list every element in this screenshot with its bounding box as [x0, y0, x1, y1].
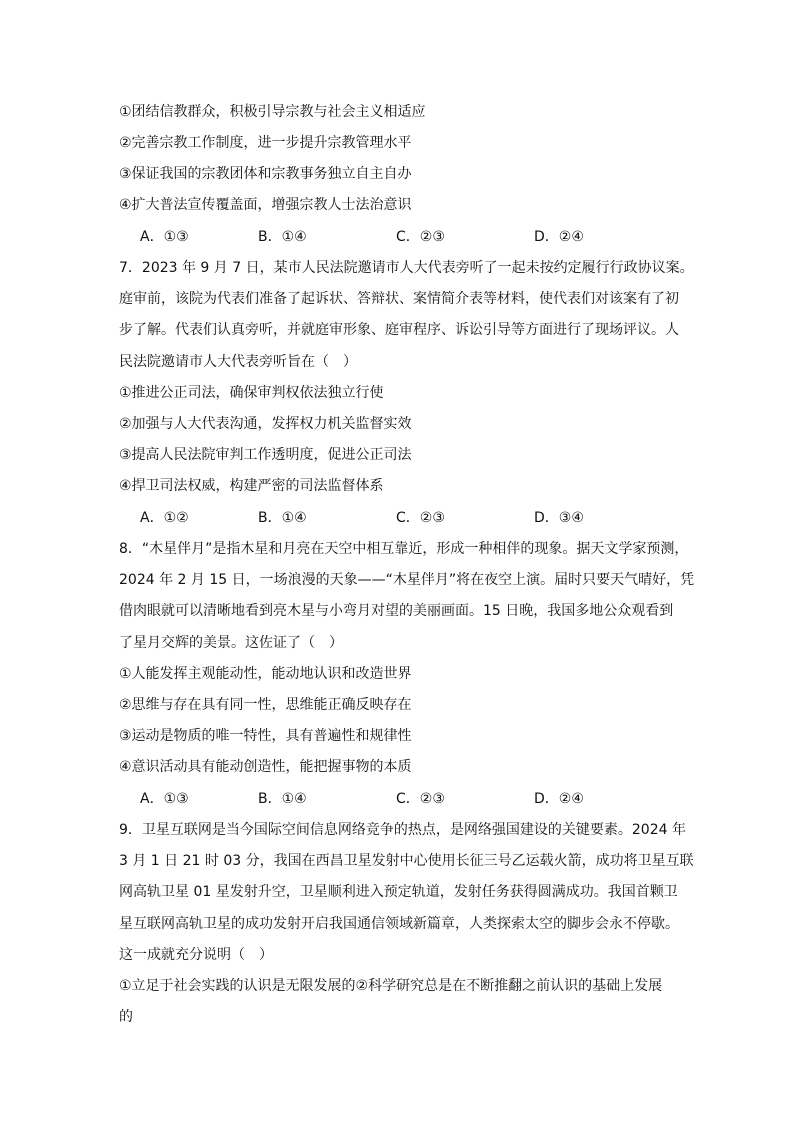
q7-stem-line-4: 民法院邀请市人大代表旁听旨在（ ） [119, 354, 357, 370]
q7-stem-line-2: 庭审前，该院为代表们准备了起诉状、答辩状、案情简介表等材料，使代表们对该案有了初 [119, 291, 679, 307]
q7-option-d: D．③④ [534, 510, 584, 526]
q9-stem-line-2: 3 月 1 日 21 时 03 分，我国在西昌卫星发射中心使用长征三号乙运载火箭，成功将卫星互联 [119, 853, 694, 869]
q9-statement-line-2: 的 [119, 1009, 133, 1025]
q9-stem-line-3: 网高轨卫星 01 星发射升空，卫星顺利进入预定轨道，发射任务获得圆满成功。我国首颗卫 [119, 884, 678, 900]
q9-statement-line-1: ①立足于社会实践的认识是无限发展的②科学研究总是在不断推翻之前认识的基础上发展 [119, 978, 663, 994]
q8-stem-line-3: 借肉眼就可以清晰地看到亮木星与小弯月对望的美丽画面。15 日晚，我国多地公众观看到 [119, 603, 674, 619]
q7-statement-4: ④捍卫司法权威，构建严密的司法监督体系 [119, 478, 384, 494]
q8-option-c: C．②③ [396, 791, 445, 807]
q9-stem-line-1: 9．卫星互联网是当今国际空间信息网络竞争的热点，是网络强国建设的关键要素。2024 年 [119, 822, 686, 838]
q7-statement-2: ②加强与人大代表沟通，发挥权力机关监督实效 [119, 416, 412, 432]
q6-option-a: A．①③ [140, 229, 189, 245]
q8-option-d: D．②④ [534, 791, 584, 807]
q7-stem-line-3: 步了解。代表们认真旁听，并就庭审形象、庭审程序、诉讼引导等方面进行了现场评议。人 [119, 322, 679, 338]
q8-stem-line-2: 2024 年 2 月 15 日，一场浪漫的天象——“木星伴月”将在夜空上演。届时只要天气晴好，凭 [119, 572, 695, 588]
q6-statement-2: ②完善宗教工作制度，进一步提升宗教管理水平 [119, 135, 412, 151]
q8-option-b: B．①④ [258, 791, 307, 807]
q8-statement-4: ④意识活动具有能动创造性，能把握事物的本质 [119, 759, 412, 775]
q8-statement-1: ①人能发挥主观能动性，能动地认识和改造世界 [119, 666, 412, 682]
q6-option-c: C．②③ [396, 229, 445, 245]
q7-statement-1: ①推进公正司法，确保审判权依法独立行使 [119, 385, 384, 401]
q7-statement-3: ③提高人民法院审判工作透明度，促进公正司法 [119, 447, 412, 463]
q7-option-a: A．①② [140, 510, 189, 526]
q7-option-c: C．②③ [396, 510, 445, 526]
q8-statement-3: ③运动是物质的唯一特性，具有普遍性和规律性 [119, 728, 412, 744]
q8-statement-2: ②思维与存在具有同一性，思维能正确反映存在 [119, 697, 412, 713]
q7-option-b: B．①④ [258, 510, 307, 526]
q7-options [140, 508, 620, 528]
q8-stem-line-4: 了星月交辉的美景。这佐证了（ ） [119, 635, 343, 651]
q8-stem-line-1: 8．“木星伴月”是指木星和月亮在天空中相互靠近，形成一种相伴的现象。据天文学家预测， [119, 541, 689, 557]
q6-option-d: D．②④ [534, 229, 584, 245]
q6-statement-1: ①团结信教群众，积极引导宗教与社会主义相适应 [119, 104, 426, 120]
q7-stem-line-1: 7．2023 年 9 月 7 日，某市人民法院邀请市人大代表旁听了一起未按约定履行行政协议案。 [119, 260, 694, 276]
q8-option-a: A．①③ [140, 791, 189, 807]
q9-stem-line-4: 星互联网高轨卫星的成功发射开启我国通信领域新篇章，人类探索太空的脚步会永不停歇。 [119, 916, 679, 932]
q8-options [140, 789, 620, 809]
q6-option-b: B．①④ [258, 229, 307, 245]
q6-statement-4: ④扩大普法宣传覆盖面，增强宗教人士法治意识 [119, 197, 412, 213]
q6-options [140, 227, 620, 247]
q9-stem-line-5: 这一成就充分说明（ ） [119, 947, 273, 963]
q6-statement-3: ③保证我国的宗教团体和宗教事务独立自主自办 [119, 166, 412, 182]
